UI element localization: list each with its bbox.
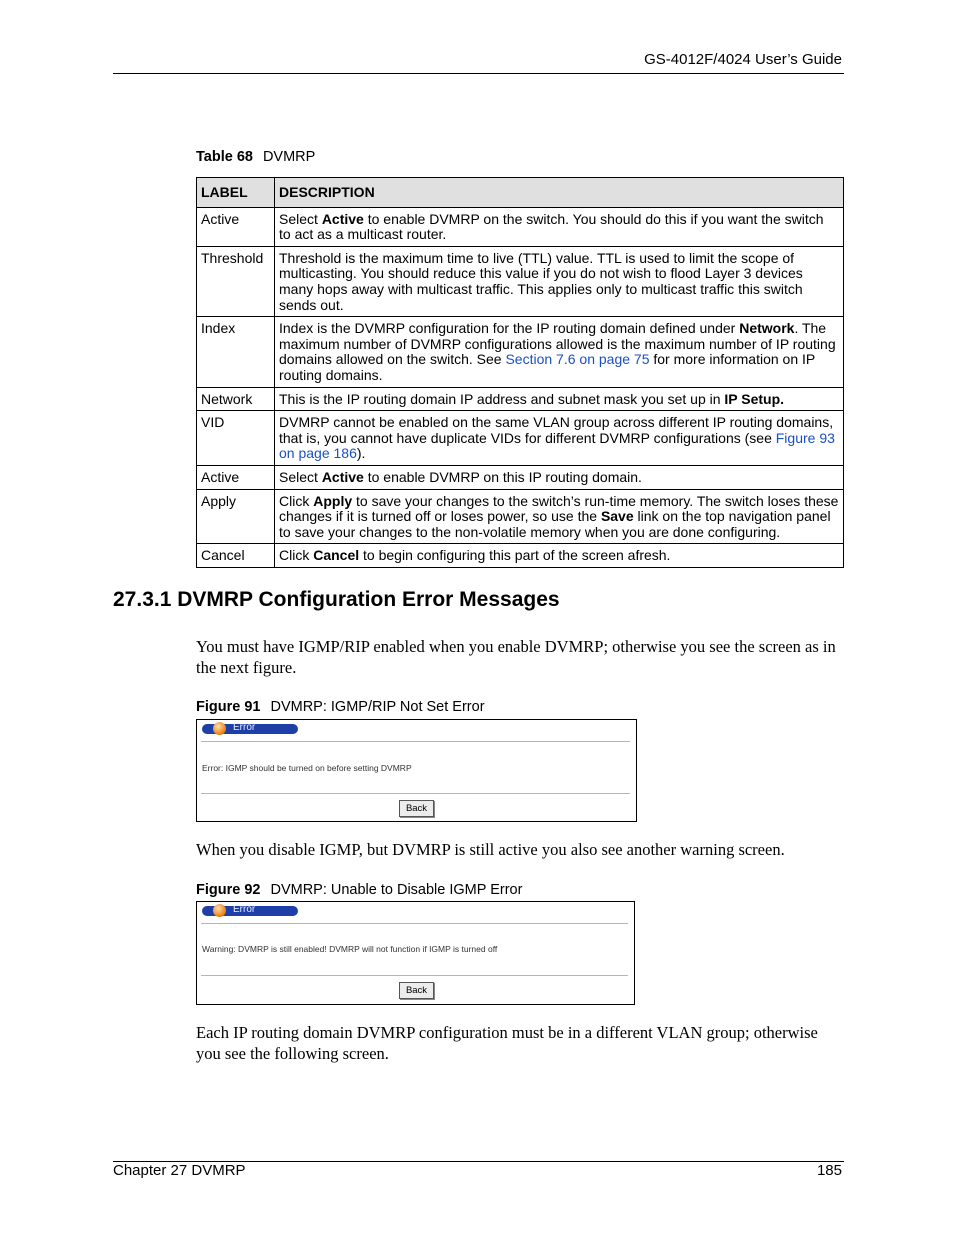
col-description-header: DESCRIPTION <box>275 178 844 208</box>
row-label: Active <box>197 207 275 246</box>
header-rule <box>113 73 844 74</box>
row-description: Index is the DVMRP configuration for the IP routing domain defined under Network. The maximum number of DVMRP configurations allowed is the maximum number of IP routing domains allowed on the switch. See Section 7.6 on page 75 for more information on IP routing domains. <box>275 317 844 387</box>
table-row <box>197 387 844 411</box>
table-row <box>197 465 844 489</box>
table-row <box>197 317 844 387</box>
running-header: GS-4012F/4024 User’s Guide <box>644 51 842 68</box>
row-label: Apply <box>197 489 275 544</box>
figure-divider <box>201 923 628 924</box>
table-row <box>197 544 844 568</box>
row-label: Index <box>197 317 275 387</box>
table-number: Table 68 <box>196 149 253 165</box>
footer-page-number: 185 <box>816 1162 842 1179</box>
figure-91-title: DVMRP: IGMP/RIP Not Set Error <box>270 699 485 715</box>
figure-91-number: Figure 91 <box>196 699 261 715</box>
figure-91-caption <box>196 699 485 715</box>
error-screen-title: Error <box>233 904 256 915</box>
table-title: DVMRP <box>262 149 316 165</box>
section-link[interactable]: Section 7.6 on page 75 <box>505 351 650 368</box>
figure-divider <box>201 741 630 742</box>
row-label: Active <box>197 465 275 489</box>
error-screen-title: Error <box>233 722 256 733</box>
row-description: Select Active to enable DVMRP on this IP routing domain. <box>275 465 844 489</box>
figure-91-screenshot <box>196 719 637 822</box>
error-orb-icon <box>213 722 226 735</box>
row-description: Threshold is the maximum time to live (TTL) value. TTL is used to limit the scope of multicasting. You should reduce this value if you do not wish to flood Layer 3 devices many hops away with multicast traffic. This applies only to multicast traffic this switch sends out. <box>275 246 844 316</box>
row-description: This is the IP routing domain IP address and subnet mask you set up in IP Setup. <box>275 387 844 411</box>
figure-92-caption <box>196 882 522 898</box>
row-description: Click Cancel to begin configuring this part of the screen afresh. <box>275 544 844 568</box>
row-label: Network <box>197 387 275 411</box>
figure-divider <box>201 793 630 794</box>
figure-link[interactable]: Figure 93 on page 186 <box>279 429 835 462</box>
table-caption <box>196 149 315 165</box>
back-button[interactable]: Back <box>399 800 434 817</box>
paragraph-vlan: Each IP routing domain DVMRP configuration must be in a different VLAN group; otherwise you see the following screen. <box>196 1023 818 1063</box>
figure-92-screenshot <box>196 901 635 1005</box>
paragraph-warning: When you disable IGMP, but DVMRP is still active you also see another warning screen. <box>196 840 785 859</box>
section-heading: 27.3.1 DVMRP Configuration Error Messages <box>113 588 560 611</box>
row-description: Select Active to enable DVMRP on the switch. You should do this if you want the switch to act as a multicast router. <box>275 207 844 246</box>
dvmrp-table <box>196 177 844 568</box>
back-button[interactable]: Back <box>399 982 434 999</box>
table-row <box>197 246 844 316</box>
figure-divider <box>201 975 628 976</box>
table-header-row <box>197 178 844 208</box>
table-row <box>197 411 844 466</box>
col-label-header: LABEL <box>197 178 275 208</box>
row-label: VID <box>197 411 275 466</box>
warning-message: Warning: DVMRP is still enabled! DVMRP will not function if IGMP is turned off <box>202 944 498 954</box>
figure-92-number: Figure 92 <box>196 882 261 898</box>
footer-chapter: Chapter 27 DVMRP <box>113 1162 246 1179</box>
figure-92-title: DVMRP: Unable to Disable IGMP Error <box>270 882 523 898</box>
paragraph-intro: You must have IGMP/RIP enabled when you enable DVMRP; otherwise you see the screen as in the next figure. <box>196 637 836 677</box>
row-label: Cancel <box>197 544 275 568</box>
row-label: Threshold <box>197 246 275 316</box>
table-row <box>197 489 844 544</box>
error-orb-icon <box>213 904 226 917</box>
row-description: DVMRP cannot be enabled on the same VLAN group across different IP routing domains, that is, you cannot have duplicate VIDs for different DVMRP configurations (see Figure 93 on page 186). <box>275 411 844 466</box>
table-row <box>197 207 844 246</box>
error-message: Error: IGMP should be turned on before setting DVMRP <box>202 763 412 773</box>
row-description: Click Apply to save your changes to the switch’s run-time memory. The switch loses these changes if it is turned off or loses power, so use the Save link on the top navigation panel to save your changes to the non-volatile memory when you are done configuring. <box>275 489 844 544</box>
